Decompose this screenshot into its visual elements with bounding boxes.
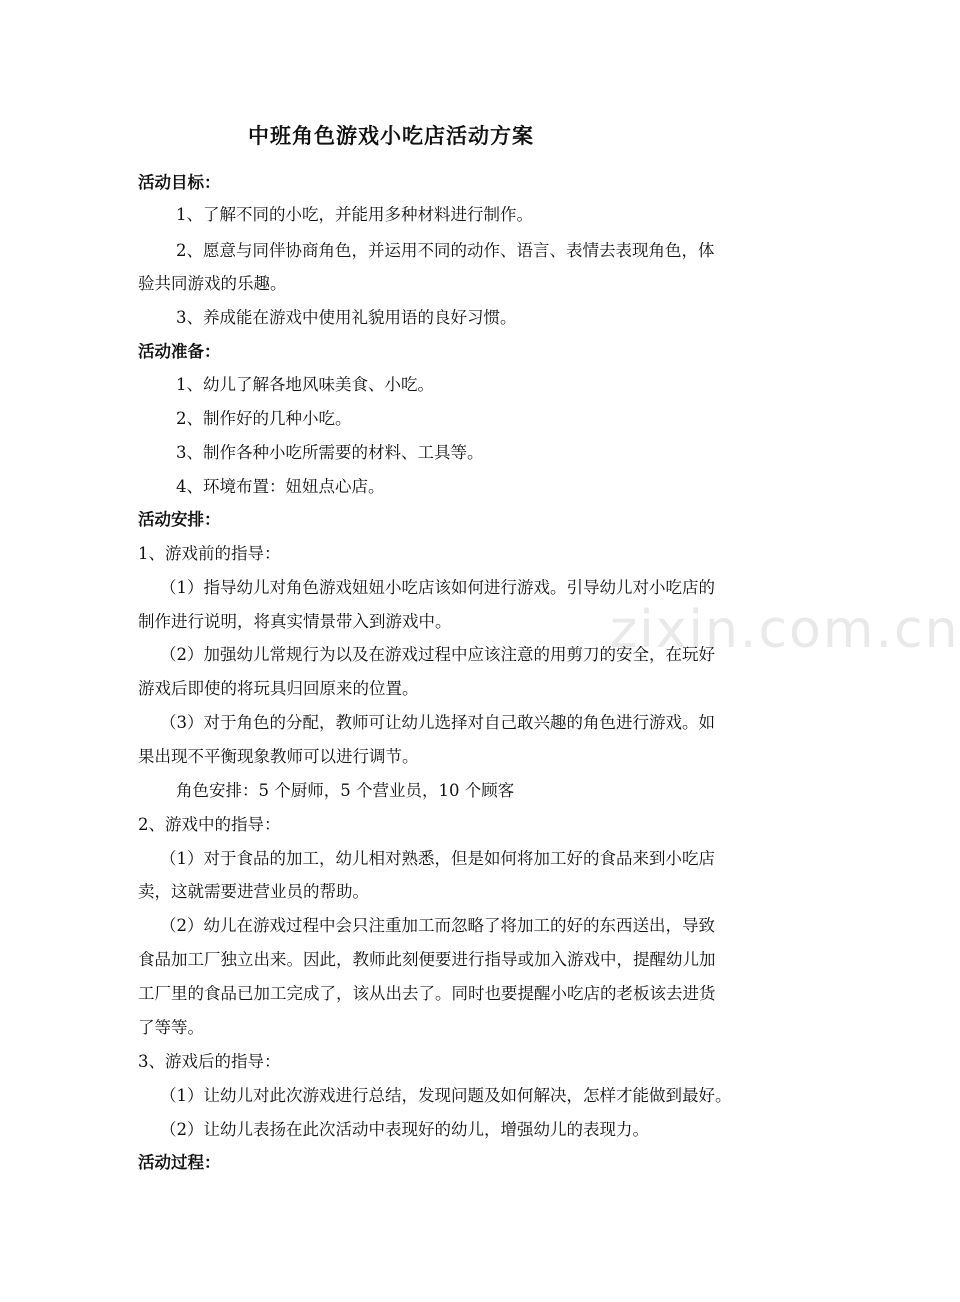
subheading-line: 1、游戏前的指导：	[138, 544, 281, 563]
section-heading-process: 活动过程：	[138, 1153, 221, 1172]
paragraph-line: （2）加强幼儿常规行为以及在游戏过程中应该注意的用剪刀的安全，在玩好	[160, 645, 715, 664]
subheading-line: 2、游戏中的指导：	[138, 815, 281, 834]
paragraph-line: 4、环境布置：妞妞点心店。	[176, 477, 385, 496]
paragraph-line: （1）让幼儿对此次游戏进行总结，发现问题及如何解决，怎样才能做到最好。	[160, 1086, 732, 1105]
paragraph-line: 工厂里的食品已加工完成了，该从出去了。同时也要提醒小吃店的老板该去进货	[138, 984, 716, 1003]
paragraph-line: （3）对于角色的分配，教师可让幼儿选择对自己敢兴趣的角色进行游戏。如	[160, 713, 715, 732]
paragraph-line: （1）对于食品的加工，幼儿相对熟悉，但是如何将加工好的食品来到小吃店	[160, 849, 715, 868]
paragraph-line: 2、愿意与同伴协商角色，并运用不同的动作、语言、表情去表现角色，体	[176, 241, 715, 260]
paragraph-line: （2）让幼儿表扬在此次活动中表现好的幼儿，增强幼儿的表现力。	[160, 1120, 649, 1139]
document-title: 中班角色游戏小吃店活动方案	[248, 124, 534, 148]
paragraph-line: 食品加工厂独立出来。因此，教师此刻便要进行指导或加入游戏中，提醒幼儿加	[138, 950, 716, 969]
paragraph-line: 卖，这就需要进营业员的帮助。	[138, 882, 369, 901]
paragraph-line: 了等等。	[138, 1018, 204, 1037]
paragraph-line: 游戏后即使的将玩具归回原来的位置。	[138, 679, 419, 698]
paragraph-line: （2）幼儿在游戏过程中会只注重加工而忽略了将加工的好的东西送出，导致	[160, 916, 715, 935]
paragraph-line: 1、幼儿了解各地风味美食、小吃。	[176, 375, 434, 394]
paragraph-line: 2、制作好的几种小吃。	[176, 409, 352, 428]
paragraph-line: 角色安排：5 个厨师，5 个营业员，10 个顾客	[176, 781, 515, 800]
section-heading-arrangement: 活动安排：	[138, 510, 221, 529]
watermark: zixin.com.cn	[610, 600, 960, 660]
section-heading-preparation: 活动准备：	[138, 342, 221, 361]
paragraph-line: 验共同游戏的乐趣。	[138, 274, 287, 293]
paragraph-line: 果出现不平衡现象教师可以进行调节。	[138, 747, 419, 766]
paragraph-line: 3、养成能在游戏中使用礼貌用语的良好习惯。	[176, 308, 517, 327]
paragraph-line: 制作进行说明，将真实情景带入到游戏中。	[138, 612, 452, 631]
paragraph-line: 3、制作各种小吃所需要的材料、工具等。	[176, 443, 484, 462]
section-heading-goals: 活动目标：	[138, 173, 221, 192]
subheading-line: 3、游戏后的指导：	[138, 1052, 281, 1071]
paragraph-line: 1、了解不同的小吃，并能用多种材料进行制作。	[176, 205, 533, 224]
paragraph-line: （1）指导幼儿对角色游戏妞妞小吃店该如何进行游戏。引导幼儿对小吃店的	[160, 578, 715, 597]
